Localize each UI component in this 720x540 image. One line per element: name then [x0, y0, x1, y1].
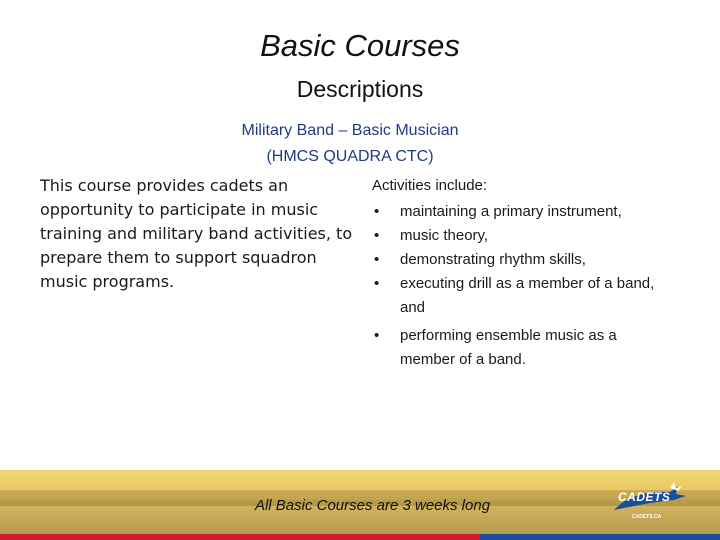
- logo-subtext: CADETS.CA: [632, 514, 662, 520]
- footer-stripe-red: [0, 534, 480, 540]
- course-name: [0, 118, 700, 170]
- cadets-logo: [612, 480, 690, 526]
- activities-section: [372, 174, 672, 372]
- activities-list: [372, 200, 672, 372]
- bullet-icon: •: [374, 275, 380, 292]
- list-item: • demonstrating rhythm skills,: [372, 248, 672, 272]
- list-item: • executing drill as a member of a band, and: [372, 272, 672, 320]
- footer-stripe-blue: [480, 534, 720, 540]
- course-description: This course provides cadets an opportunity to participate in music training and military band activities, to prepare them to support squadron music programs.: [40, 176, 353, 291]
- list-item: • music theory,: [372, 224, 672, 248]
- bullet-icon: •: [374, 327, 380, 344]
- course-name-line-1: Military Band – Basic Musician: [241, 122, 459, 139]
- footer-note: All Basic Courses are 3 weeks long: [254, 497, 491, 514]
- bullet-icon: •: [374, 203, 380, 220]
- course-name-line-2: (HMCS QUADRA CTC): [266, 148, 434, 165]
- activities-heading: Activities include:: [372, 177, 488, 194]
- logo-text: CADETS: [618, 490, 671, 504]
- slide-subtitle: Descriptions: [296, 76, 424, 102]
- bullet-icon: •: [374, 227, 380, 244]
- list-item: • maintaining a primary instrument,: [372, 200, 672, 224]
- list-item: • performing ensemble music as a member of a band.: [372, 324, 672, 372]
- bullet-icon: •: [374, 251, 380, 268]
- slide-title: Basic Courses: [260, 28, 460, 63]
